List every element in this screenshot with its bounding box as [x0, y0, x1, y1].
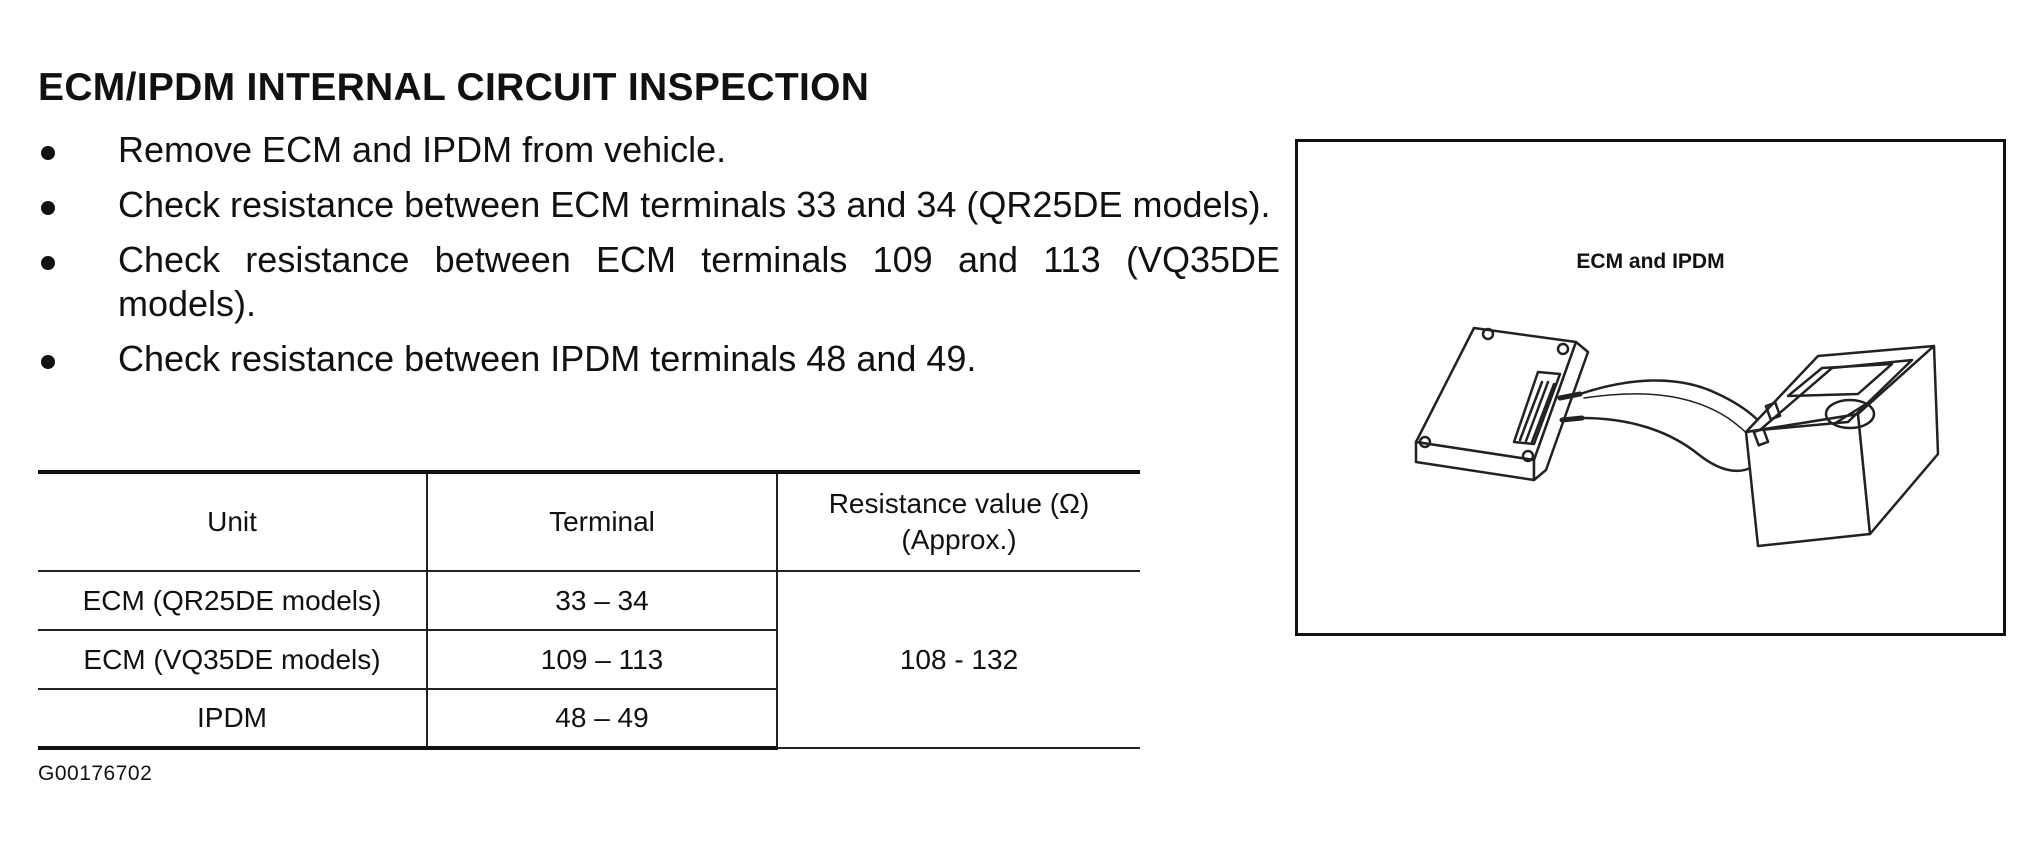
- header-resistance-note: (Approx.): [901, 524, 1017, 555]
- bullet-icon: [41, 201, 55, 215]
- header-terminal: Terminal: [427, 472, 777, 571]
- test-leads-icon: [1560, 380, 1772, 470]
- inspection-steps: [38, 128, 1280, 392]
- step-text: Remove ECM and IPDM from vehicle.: [118, 129, 727, 170]
- step-item: [38, 183, 1280, 227]
- header-unit: Unit: [38, 472, 427, 571]
- step-item: [38, 238, 1280, 326]
- table-row: [38, 571, 1140, 630]
- header-resistance: [777, 472, 1140, 571]
- cell-unit: IPDM: [38, 689, 427, 748]
- bullet-icon: [41, 355, 55, 369]
- cell-unit: ECM (VQ35DE models): [38, 630, 427, 689]
- section-title: ECM/IPDM INTERNAL CIRCUIT INSPECTION: [38, 66, 870, 109]
- step-item: [38, 128, 1280, 172]
- step-text: Check resistance between ECM terminals 109 and 113 (VQ35DE models).: [118, 239, 1280, 324]
- cell-terminal: 33 – 34: [427, 571, 777, 630]
- step-text: Check resistance between ECM terminals 33 and 34 (QR25DE models).: [118, 184, 1271, 225]
- header-resistance-label: Resistance value (Ω): [828, 488, 1090, 519]
- control-unit-icon: [1416, 328, 1588, 480]
- cell-resistance-value: 108 - 132: [777, 571, 1140, 748]
- bullet-icon: [41, 146, 55, 160]
- figure-caption: ECM and IPDM: [1576, 250, 1725, 273]
- step-text: Check resistance between IPDM terminals 48 and 49.: [118, 338, 977, 379]
- step-item: [38, 337, 1280, 381]
- cell-terminal: 48 – 49: [427, 689, 777, 748]
- document-code: G00176702: [38, 762, 153, 785]
- ohmmeter-illustration: [1298, 142, 2003, 633]
- resistance-spec-table: [38, 470, 1140, 750]
- table-header-row: [38, 472, 1140, 571]
- bullet-icon: [41, 256, 55, 270]
- inspection-figure: [1295, 139, 2006, 636]
- ohmmeter-icon: [1746, 346, 1938, 546]
- cell-unit: ECM (QR25DE models): [38, 571, 427, 630]
- cell-terminal: 109 – 113: [427, 630, 777, 689]
